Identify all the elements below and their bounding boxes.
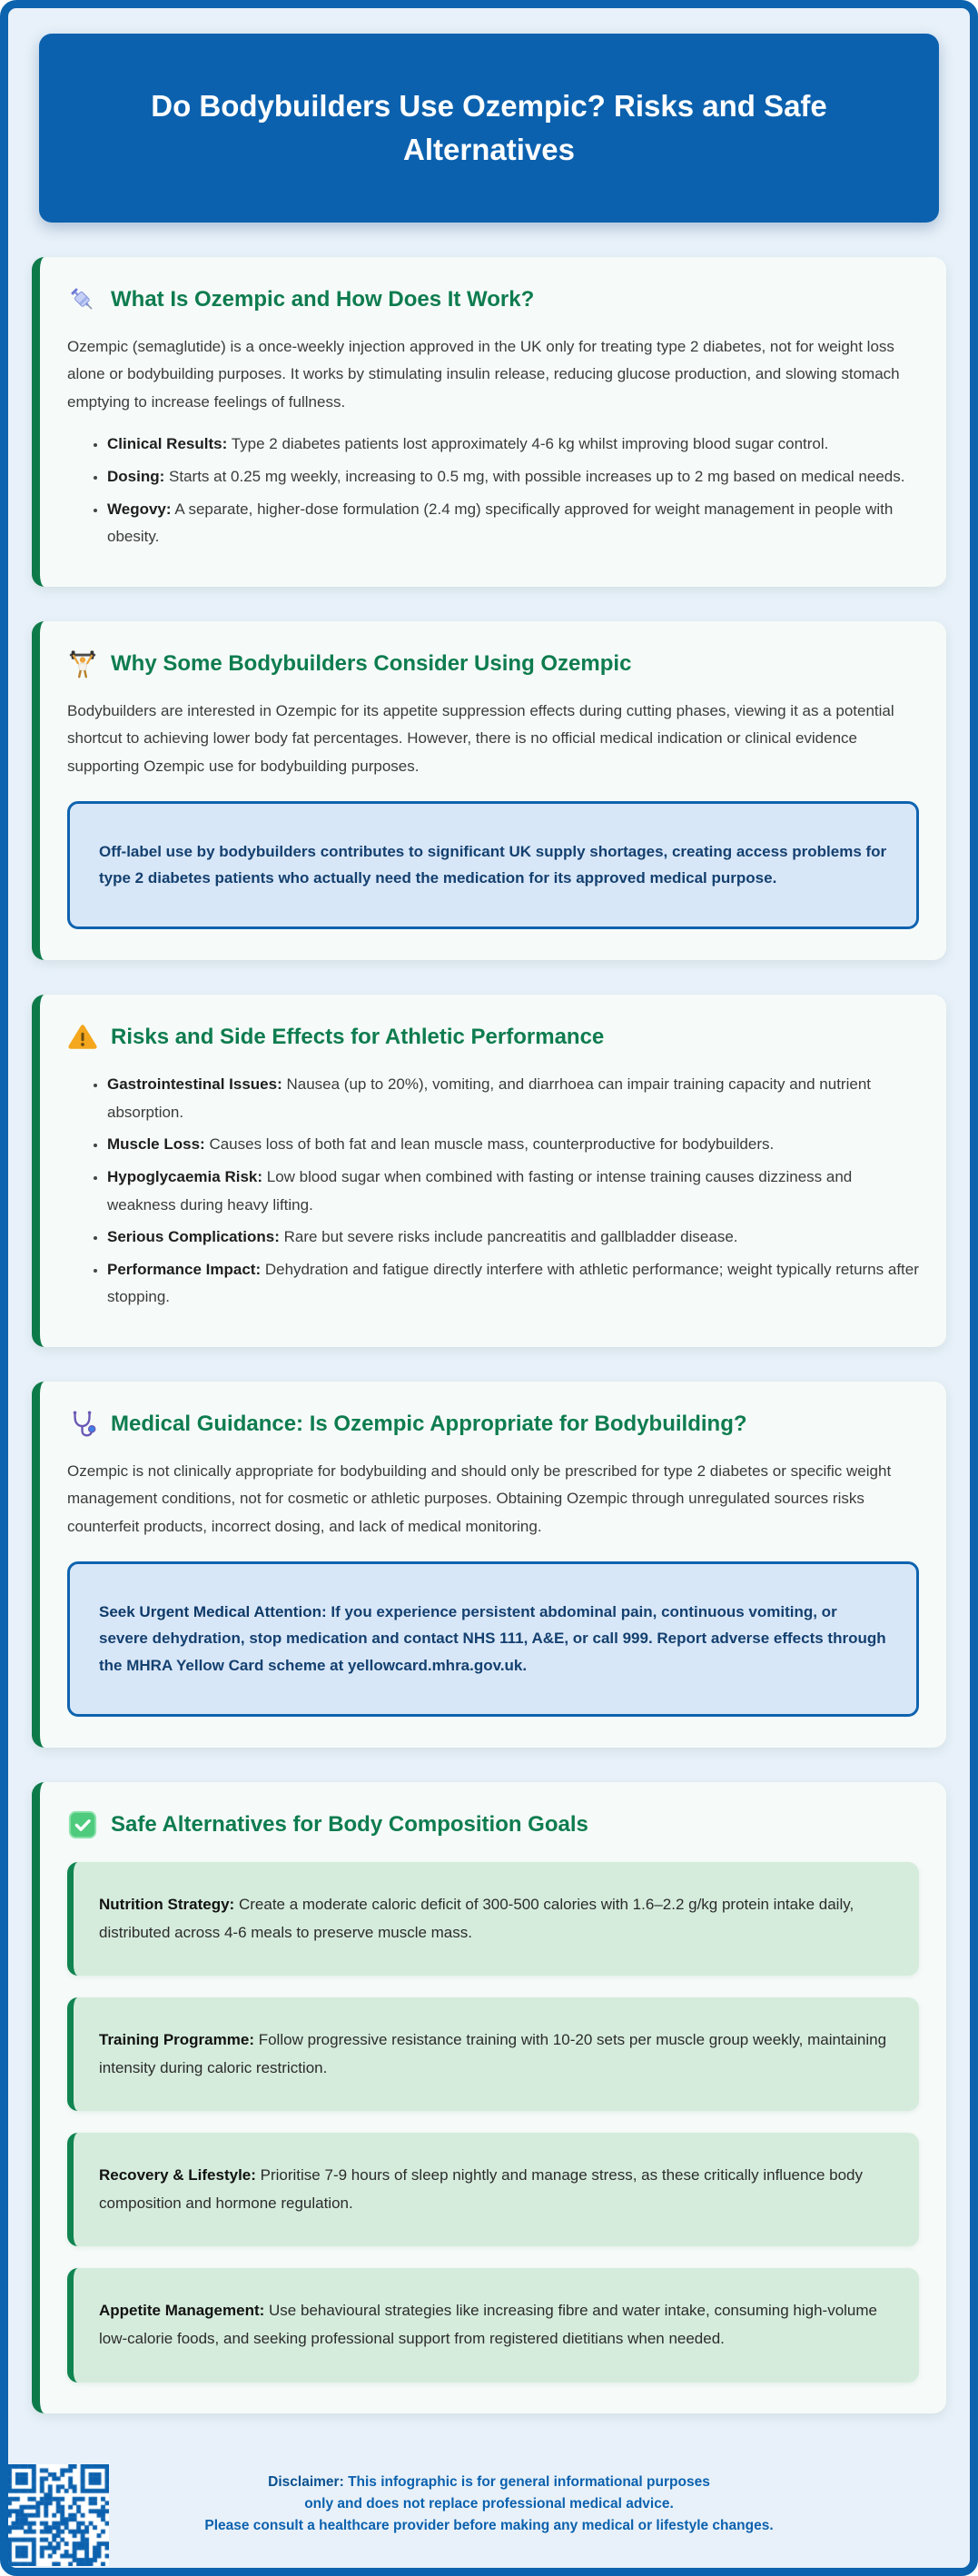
section-heading-text: Medical Guidance: Is Ozempic Appropriate for Bodybuilding? bbox=[111, 1411, 747, 1436]
section-heading bbox=[67, 284, 919, 315]
header-banner bbox=[39, 34, 939, 223]
section-heading bbox=[67, 1809, 919, 1840]
list-item: • Clinical Results: Type 2 diabetes patients lost approximately 4-6 kg whilst improving blood sugar control. bbox=[107, 431, 919, 459]
page-title: Do Bodybuilders Use Ozempic? Risks and Safe Alternatives bbox=[151, 89, 827, 166]
disclaimer-line: only and does not replace professional medical advice. bbox=[304, 2495, 674, 2512]
list-item: • Dosing: Starts at 0.25 mg weekly, increasing to 0.5 mg, with possible increases up to 2 mg based on medical needs. bbox=[107, 463, 919, 491]
section-paragraph: Ozempic is not clinically appropriate for bodybuilding and should only be prescribed for type 2 diabetes or specific weight management conditions, not for cosmetic or athletic purposes. Obtaining Ozempic through unregulated sources risks counterfeit products, incorrect dosing, and lack of medical monitoring. bbox=[67, 1461, 892, 1536]
section-heading-text: Risks and Side Effects for Athletic Performance bbox=[111, 1025, 605, 1050]
disclaimer-line: Please consult a healthcare provider before making any medical or lifestyle changes. bbox=[204, 2517, 774, 2533]
syringe-icon bbox=[67, 284, 98, 315]
bullet-list bbox=[67, 431, 919, 550]
bullet-list bbox=[67, 1071, 919, 1312]
section-heading bbox=[67, 1409, 919, 1440]
section-heading-text: What Is Ozempic and How Does It Work? bbox=[111, 286, 535, 312]
section-paragraph: Ozempic (semaglutide) is a once-weekly injection approved in the UK only for treating type 2 diabetes, not for weight loss alone or bodybuilding purposes. It works by stimulating insulin release, reducing glucose production, and slowing stomach emptying to increase feelings of fullness. bbox=[67, 337, 900, 411]
weightlifter-icon bbox=[67, 649, 98, 679]
list-item: • Performance Impact: Dehydration and fatigue directly interfere with athletic performance; weight typically returns after stopping. bbox=[107, 1256, 919, 1312]
alternative-card-recovery: Recovery & Lifestyle: Prioritise 7-9 hours of sleep nightly and manage stress, as these critically influence body composition and hormone regulation. bbox=[67, 2133, 919, 2246]
urgent-attention-callout: Seek Urgent Medical Attention: If you experience persistent abdominal pain, continuous vomiting, or severe dehydration, stop medication and contact NHS 111, A&E, or call 999. Report adverse effects through the MHRA Yellow Card scheme at yellowcard.mhra.gov.uk. bbox=[67, 1561, 919, 1717]
check-box-icon bbox=[67, 1809, 98, 1840]
list-item: • Hypoglycaemia Risk: Low blood sugar when combined with fasting or intense training causes dizziness and weakness during heavy lifting. bbox=[107, 1164, 919, 1219]
footer bbox=[32, 2448, 946, 2568]
supply-shortage-callout: Off-label use by bodybuilders contributes to significant UK supply shortages, creating access problems for type 2 diabetes patients who actually need the medication for its approved medical purpose. bbox=[67, 801, 919, 930]
list-item: • Serious Complications: Rare but severe risks include pancreatitis and gallbladder disease. bbox=[107, 1224, 919, 1252]
section-what-is-ozempic bbox=[32, 257, 946, 587]
section-heading bbox=[67, 1022, 919, 1053]
disclaimer-text bbox=[32, 2448, 946, 2537]
section-heading bbox=[67, 649, 919, 679]
stethoscope-icon bbox=[67, 1409, 98, 1440]
section-heading-text: Safe Alternatives for Body Composition Goals bbox=[111, 1811, 588, 1837]
section-risks bbox=[32, 995, 946, 1347]
alternative-card-training: Training Programme: Follow progressive resistance training with 10-20 sets per muscle group weekly, maintaining intensity during caloric restriction. bbox=[67, 1997, 919, 2111]
list-item: • Gastrointestinal Issues: Nausea (up to 20%), vomiting, and diarrhoea can impair training capacity and nutrient absorption. bbox=[107, 1071, 919, 1126]
section-heading-text: Why Some Bodybuilders Consider Using Ozempic bbox=[111, 650, 632, 676]
disclaimer-line: Disclaimer: This infographic is for general informational purposes bbox=[268, 2473, 710, 2490]
list-item: • Muscle Loss: Causes loss of both fat and lean muscle mass, counterproductive for bodybuilders. bbox=[107, 1131, 919, 1159]
qr-code bbox=[7, 2464, 109, 2566]
list-item: • Wegovy: A separate, higher-dose formulation (2.4 mg) specifically approved for weight management in people with obesity. bbox=[107, 496, 919, 551]
alternative-card-nutrition: Nutrition Strategy: Create a moderate caloric deficit of 300-500 calories with 1.6–2.2 g/kg protein intake daily, distributed across 4-6 meals to preserve muscle mass. bbox=[67, 1862, 919, 1976]
section-safe-alternatives bbox=[32, 1782, 946, 2413]
section-why-bodybuilders bbox=[32, 621, 946, 960]
warning-icon bbox=[67, 1022, 98, 1053]
alternative-card-appetite: Appetite Management: Use behavioural strategies like increasing fibre and water intake, consuming high-volume low-calorie foods, and seeking professional support from registered dietitians when needed. bbox=[67, 2268, 919, 2382]
section-paragraph: Bodybuilders are interested in Ozempic for its appetite suppression effects during cutting phases, viewing it as a potential shortcut to achieving lower body fat percentages. However, there is no official medical indication or clinical evidence supporting Ozempic use for bodybuilding purposes. bbox=[67, 701, 894, 776]
section-medical-guidance bbox=[32, 1382, 946, 1748]
